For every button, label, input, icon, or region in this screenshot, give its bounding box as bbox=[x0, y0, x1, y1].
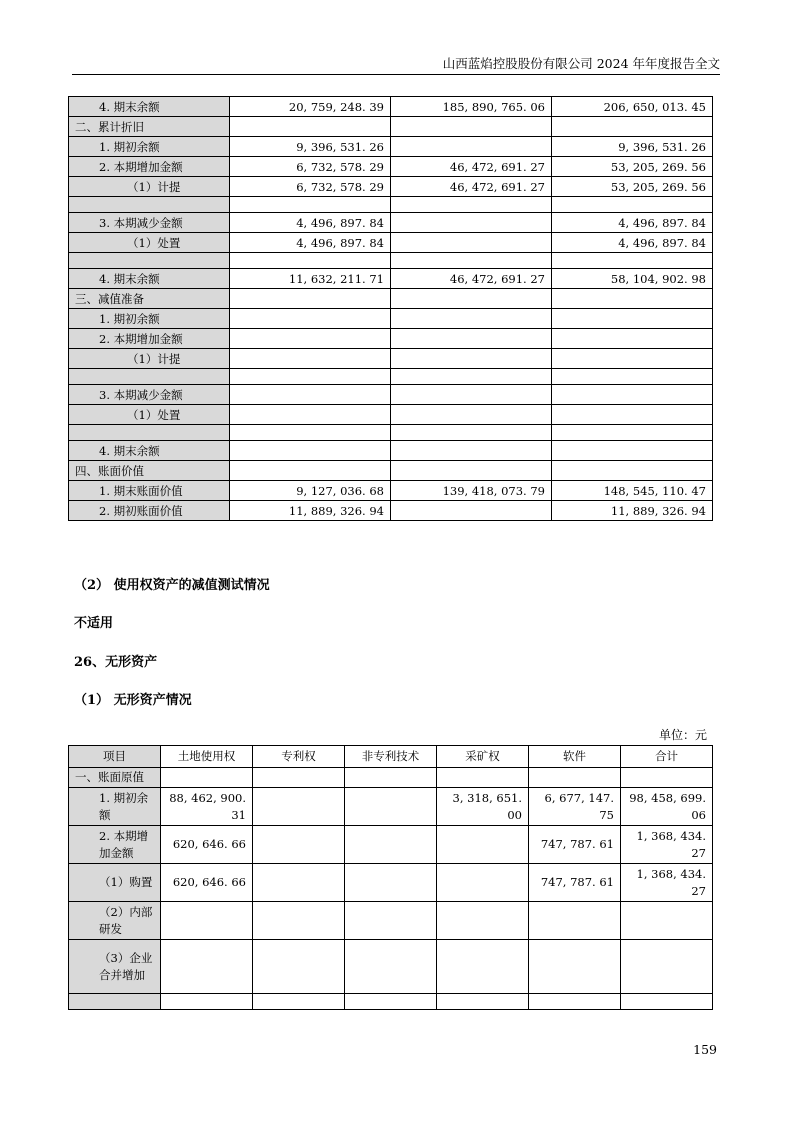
table-row bbox=[69, 425, 713, 441]
row-label: （3）企业合并增加 bbox=[69, 940, 161, 994]
row-label bbox=[69, 197, 230, 213]
cell-software: 6, 677, 147. 75 bbox=[529, 788, 621, 826]
section-impairment-test-heading: （2） 使用权资产的减值测试情况 bbox=[74, 578, 270, 593]
value-cell-col3 bbox=[552, 253, 713, 269]
cell-land: 88, 462, 900. 31 bbox=[161, 788, 253, 826]
row-label: 4. 期末余额 bbox=[69, 441, 230, 461]
table-row bbox=[69, 233, 713, 253]
row-label: 4. 期末余额 bbox=[69, 97, 230, 117]
value-cell-col1 bbox=[230, 441, 391, 461]
table-row bbox=[69, 157, 713, 177]
value-cell-col3: 9, 396, 531. 26 bbox=[552, 137, 713, 157]
header-software: 软件 bbox=[529, 746, 621, 768]
value-cell-col2 bbox=[391, 197, 552, 213]
table-row bbox=[69, 177, 713, 197]
value-cell-col1 bbox=[230, 405, 391, 425]
value-cell-col2 bbox=[391, 117, 552, 137]
value-cell-col1 bbox=[230, 197, 391, 213]
row-label: 一、账面原值 bbox=[69, 768, 161, 788]
cell-total: 1, 368, 434. 27 bbox=[621, 826, 713, 864]
value-cell-col1 bbox=[230, 385, 391, 405]
row-label: 3. 本期减少金额 bbox=[69, 385, 230, 405]
table-row bbox=[69, 501, 713, 521]
cell-software: 747, 787. 61 bbox=[529, 864, 621, 902]
table-header-row bbox=[69, 746, 713, 768]
row-label: 2. 本期增加金额 bbox=[69, 329, 230, 349]
row-label: 三、减值准备 bbox=[69, 289, 230, 309]
table-row bbox=[69, 768, 713, 788]
value-cell-col3 bbox=[552, 117, 713, 137]
value-cell-col3: 4, 496, 897. 84 bbox=[552, 213, 713, 233]
value-cell-col3: 206, 650, 013. 45 bbox=[552, 97, 713, 117]
report-title: 山西蓝焰控股股份有限公司 2024 年年度报告全文 bbox=[442, 56, 720, 71]
row-label bbox=[69, 253, 230, 269]
table-row bbox=[69, 329, 713, 349]
cell-land: 620, 646. 66 bbox=[161, 864, 253, 902]
cell-total: 1, 368, 434. 27 bbox=[621, 864, 713, 902]
value-cell-col1: 11, 889, 326. 94 bbox=[230, 501, 391, 521]
row-label: 2. 本期增加金额 bbox=[69, 157, 230, 177]
row-label: 四、账面价值 bbox=[69, 461, 230, 481]
value-cell-col2: 185, 890, 765. 06 bbox=[391, 97, 552, 117]
value-cell-col1 bbox=[230, 425, 391, 441]
row-label: （2）内部研发 bbox=[69, 902, 161, 940]
value-cell-col3: 11, 889, 326. 94 bbox=[552, 501, 713, 521]
value-cell-col2 bbox=[391, 349, 552, 369]
section-intangible-assets-overview-heading: （1） 无形资产情况 bbox=[74, 693, 192, 708]
value-cell-col1: 11, 632, 211. 71 bbox=[230, 269, 391, 289]
value-cell-col2: 46, 472, 691. 27 bbox=[391, 269, 552, 289]
value-cell-col1: 6, 732, 578. 29 bbox=[230, 157, 391, 177]
cell-total: 98, 458, 699. 06 bbox=[621, 788, 713, 826]
value-cell-col1: 9, 127, 036. 68 bbox=[230, 481, 391, 501]
table-row bbox=[69, 269, 713, 289]
table-row bbox=[69, 369, 713, 385]
value-cell-col3 bbox=[552, 349, 713, 369]
table-row bbox=[69, 441, 713, 461]
table-row bbox=[69, 213, 713, 233]
row-label: 4. 期末余额 bbox=[69, 269, 230, 289]
table-row bbox=[69, 902, 713, 940]
value-cell-col2 bbox=[391, 253, 552, 269]
page-number: 159 bbox=[693, 1042, 717, 1057]
value-cell-col1 bbox=[230, 329, 391, 349]
value-cell-col1: 6, 732, 578. 29 bbox=[230, 177, 391, 197]
value-cell-col2 bbox=[391, 385, 552, 405]
value-cell-col1 bbox=[230, 369, 391, 385]
row-label: （1）计提 bbox=[69, 349, 230, 369]
row-label: 2. 本期增加金额 bbox=[69, 826, 161, 864]
cell-software: 747, 787. 61 bbox=[529, 826, 621, 864]
not-applicable-text: 不适用 bbox=[74, 616, 114, 631]
value-cell-col3 bbox=[552, 461, 713, 481]
value-cell-col2 bbox=[391, 369, 552, 385]
value-cell-col1 bbox=[230, 309, 391, 329]
table-row bbox=[69, 117, 713, 137]
value-cell-col1: 4, 496, 897. 84 bbox=[230, 213, 391, 233]
value-cell-col2 bbox=[391, 137, 552, 157]
value-cell-col2: 46, 472, 691. 27 bbox=[391, 177, 552, 197]
value-cell-col3 bbox=[552, 385, 713, 405]
intangible-assets-table bbox=[68, 745, 713, 1010]
value-cell-col2 bbox=[391, 425, 552, 441]
cell-mining: 3, 318, 651. 00 bbox=[437, 788, 529, 826]
value-cell-col2 bbox=[391, 501, 552, 521]
row-label bbox=[69, 369, 230, 385]
value-cell-col2 bbox=[391, 405, 552, 425]
table-row bbox=[69, 461, 713, 481]
table-row bbox=[69, 309, 713, 329]
value-cell-col1: 20, 759, 248. 39 bbox=[230, 97, 391, 117]
value-cell-col3 bbox=[552, 197, 713, 213]
value-cell-col3: 58, 104, 902. 98 bbox=[552, 269, 713, 289]
table-row bbox=[69, 940, 713, 994]
row-label: 2. 期初账面价值 bbox=[69, 501, 230, 521]
header-item: 项目 bbox=[69, 746, 161, 768]
value-cell-col1 bbox=[230, 289, 391, 309]
value-cell-col3: 4, 496, 897. 84 bbox=[552, 233, 713, 253]
row-label: 1. 期末账面价值 bbox=[69, 481, 230, 501]
header-total: 合计 bbox=[621, 746, 713, 768]
unit-label: 单位：元 bbox=[658, 728, 707, 742]
row-label bbox=[69, 425, 230, 441]
value-cell-col1: 9, 396, 531. 26 bbox=[230, 137, 391, 157]
value-cell-col1 bbox=[230, 253, 391, 269]
row-label: 1. 期初余额 bbox=[69, 788, 161, 826]
value-cell-col3 bbox=[552, 441, 713, 461]
table-row bbox=[69, 826, 713, 864]
table-row bbox=[69, 349, 713, 369]
table-row bbox=[69, 385, 713, 405]
value-cell-col2 bbox=[391, 233, 552, 253]
section-intangible-assets-heading: 26、无形资产 bbox=[74, 655, 158, 670]
value-cell-col2: 139, 418, 073. 79 bbox=[391, 481, 552, 501]
table-row bbox=[69, 289, 713, 309]
header-patent: 专利权 bbox=[253, 746, 345, 768]
row-label: （1）处置 bbox=[69, 233, 230, 253]
value-cell-col3 bbox=[552, 329, 713, 349]
header-land-use-right: 土地使用权 bbox=[161, 746, 253, 768]
header-mining-right: 采矿权 bbox=[437, 746, 529, 768]
row-label: 二、累计折旧 bbox=[69, 117, 230, 137]
value-cell-col3: 53, 205, 269. 56 bbox=[552, 177, 713, 197]
table-row bbox=[69, 405, 713, 425]
value-cell-col1: 4, 496, 897. 84 bbox=[230, 233, 391, 253]
value-cell-col2: 46, 472, 691. 27 bbox=[391, 157, 552, 177]
table-row bbox=[69, 994, 713, 1010]
table-row bbox=[69, 788, 713, 826]
value-cell-col1 bbox=[230, 461, 391, 481]
row-label: （1）购置 bbox=[69, 864, 161, 902]
right-of-use-asset-table bbox=[68, 96, 713, 521]
page-header bbox=[72, 50, 720, 75]
header-non-patent-tech: 非专利技术 bbox=[345, 746, 437, 768]
row-label: 3. 本期减少金额 bbox=[69, 213, 230, 233]
value-cell-col2 bbox=[391, 309, 552, 329]
cell-land: 620, 646. 66 bbox=[161, 826, 253, 864]
row-label: （1）处置 bbox=[69, 405, 230, 425]
value-cell-col3 bbox=[552, 369, 713, 385]
table-row bbox=[69, 97, 713, 117]
value-cell-col3: 53, 205, 269. 56 bbox=[552, 157, 713, 177]
table-row bbox=[69, 481, 713, 501]
value-cell-col3 bbox=[552, 309, 713, 329]
value-cell-col3 bbox=[552, 425, 713, 441]
row-label: 1. 期初余额 bbox=[69, 137, 230, 157]
value-cell-col2 bbox=[391, 289, 552, 309]
row-label: （1）计提 bbox=[69, 177, 230, 197]
value-cell-col2 bbox=[391, 329, 552, 349]
value-cell-col2 bbox=[391, 461, 552, 481]
value-cell-col3: 148, 545, 110. 47 bbox=[552, 481, 713, 501]
value-cell-col3 bbox=[552, 405, 713, 425]
table-row bbox=[69, 864, 713, 902]
value-cell-col1 bbox=[230, 117, 391, 137]
value-cell-col1 bbox=[230, 349, 391, 369]
table-row bbox=[69, 197, 713, 213]
table-row bbox=[69, 137, 713, 157]
value-cell-col3 bbox=[552, 289, 713, 309]
table-row bbox=[69, 253, 713, 269]
value-cell-col2 bbox=[391, 441, 552, 461]
row-label: 1. 期初余额 bbox=[69, 309, 230, 329]
value-cell-col2 bbox=[391, 213, 552, 233]
